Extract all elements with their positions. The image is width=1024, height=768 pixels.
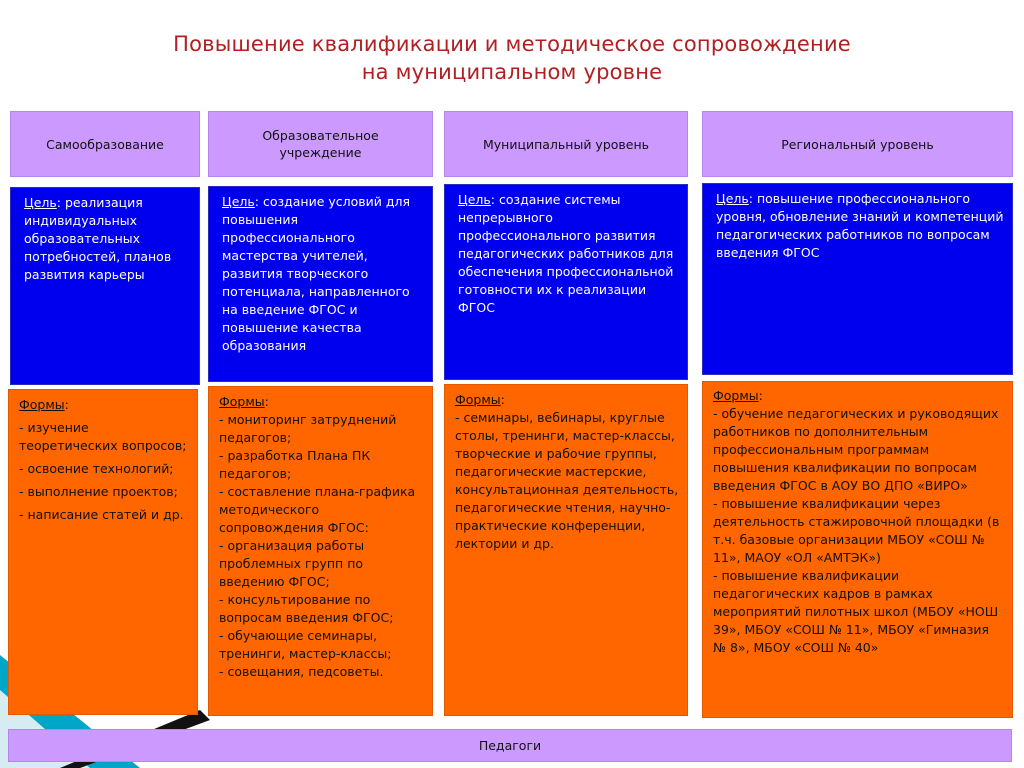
forms-self-education: Формы: - изучение теоретических вопросов; - освоение технологий; - выполнение проектов; - написание статей и др. — [8, 389, 198, 715]
header-label: Образовательное учреждение — [262, 128, 379, 160]
goal-label: Цель — [222, 194, 255, 209]
forms-label: Формы — [219, 394, 265, 409]
goal-self-education — [10, 187, 200, 385]
footer-label: Педагоги — [478, 738, 542, 753]
forms-label: Формы — [455, 392, 501, 407]
goal-text: : реализация индивидуальных образовательных потребностей, планов развития карьеры — [24, 195, 172, 282]
header-municipal-level — [444, 111, 688, 177]
goal-text: : создание системы непрерывного профессионального развития педагогических работников для обеспечения профессиональной готовности их к реализации ФГОС — [458, 192, 674, 315]
forms-item: - изучение теоретических вопросов; — [19, 420, 187, 453]
header-educational-institution — [208, 111, 433, 177]
header-label: Муниципальный уровень — [482, 136, 649, 152]
forms-municipal-level: Формы: - семинары, вебинары, круглые столы, тренинги, мастер-классы, творческие и рабочие группы, педагогические мастерские, консультационная деятельность, педагогические чтения, научно-практические конференции, лектории и др. — [444, 384, 688, 716]
page-title — [0, 30, 1024, 86]
forms-item: - написание статей и др. — [19, 507, 184, 522]
forms-item: - повышение квалификации педагогических кадров в рамках мероприятий пилотных школ (МБОУ «НОШ 39», МБОУ «СОШ № 11», МБОУ «Гимназия № 8», МБОУ «СОШ № 40» — [713, 568, 999, 655]
forms-educational-institution: Формы: - мониторинг затруднений педагогов; - разработка Плана ПК педагогов; - составление плана-графика методического сопровождения ФГОС: - организация работы проблемных групп по введению ФГОС; - консультирование по вопросам введения ФГОС; - обучающие семинары, тренинги, мастер-классы; - совещания, педсоветы. — [208, 386, 433, 716]
forms-label: Формы — [713, 388, 759, 403]
goal-regional-level — [702, 183, 1013, 375]
header-label: Самообразование — [46, 136, 164, 152]
forms-item: - семинары, вебинары, круглые столы, тренинги, мастер-классы, творческие и рабочие группы, педагогические мастерские, консультационная деятельность, педагогические чтения, научно-практические конференции, лектории и др. — [455, 410, 679, 551]
forms-item: - повышение квалификации через деятельность стажировочной площадки (в т.ч. базовые организации МБОУ «СОШ № 11», МАОУ «ОЛ «АМТЭК») — [713, 496, 1000, 565]
forms-item: - консультирование по вопросам введения ФГОС; — [219, 592, 394, 625]
forms-label: Формы — [19, 397, 65, 412]
forms-item: - мониторинг затруднений педагогов; — [219, 412, 397, 445]
header-label: Региональный уровень — [781, 136, 934, 152]
title-line-1: Повышение квалификации и методическое сопровождение — [173, 32, 851, 56]
forms-regional-level: Формы: - обучение педагогических и руководящих работников по дополнительным профессиональным программам повышения квалификации по вопросам введения ФГОС в АОУ ВО ДПО «ВИРО» - повышение квалификации через деятельность стажировочной площадки (в т.ч. базовые организации МБОУ «СОШ № 11», МАОУ «ОЛ «АМТЭК») - повышение квалификации педагогических кадров в рамках мероприятий пилотных школ (МБОУ «НОШ 39», МБОУ «СОШ № 11», МБОУ «Гимназия № 8», МБОУ «СОШ № 40» — [702, 381, 1013, 718]
forms-item: - выполнение проектов; — [19, 484, 178, 499]
goal-municipal-level — [444, 184, 688, 380]
goal-label: Цель — [716, 191, 749, 206]
goal-label: Цель — [24, 195, 57, 210]
goal-educational-institution — [208, 186, 433, 382]
footer-teachers — [8, 729, 1012, 762]
goal-text: : повышение профессионального уровня, обновление знаний и компетенций педагогических работников по вопросам введения ФГОС — [716, 191, 1004, 260]
goal-label: Цель — [458, 192, 491, 207]
title-line-2: на муниципальном уровне — [361, 60, 663, 84]
forms-item: - обучение педагогических и руководящих работников по дополнительным профессиональным программам повышения квалификации по вопросам введения ФГОС в АОУ ВО ДПО «ВИРО» — [713, 406, 999, 493]
forms-item: - организация работы проблемных групп по введению ФГОС; — [219, 538, 365, 589]
forms-item: - освоение технологий; — [19, 461, 174, 476]
header-regional-level — [702, 111, 1013, 177]
forms-item: - составление плана-графика методического сопровождения ФГОС: — [219, 484, 416, 535]
forms-item: - разработка Плана ПК педагогов; — [219, 448, 371, 481]
forms-item: - совещания, педсоветы. — [219, 664, 384, 679]
goal-text: : создание условий для повышения профессионального мастерства учителей, развития творческого потенциала, направленного на введение ФГОС и повышение качества образования — [222, 194, 411, 353]
forms-item: - обучающие семинары, тренинги, мастер-классы; — [219, 628, 392, 661]
header-self-education — [10, 111, 200, 177]
